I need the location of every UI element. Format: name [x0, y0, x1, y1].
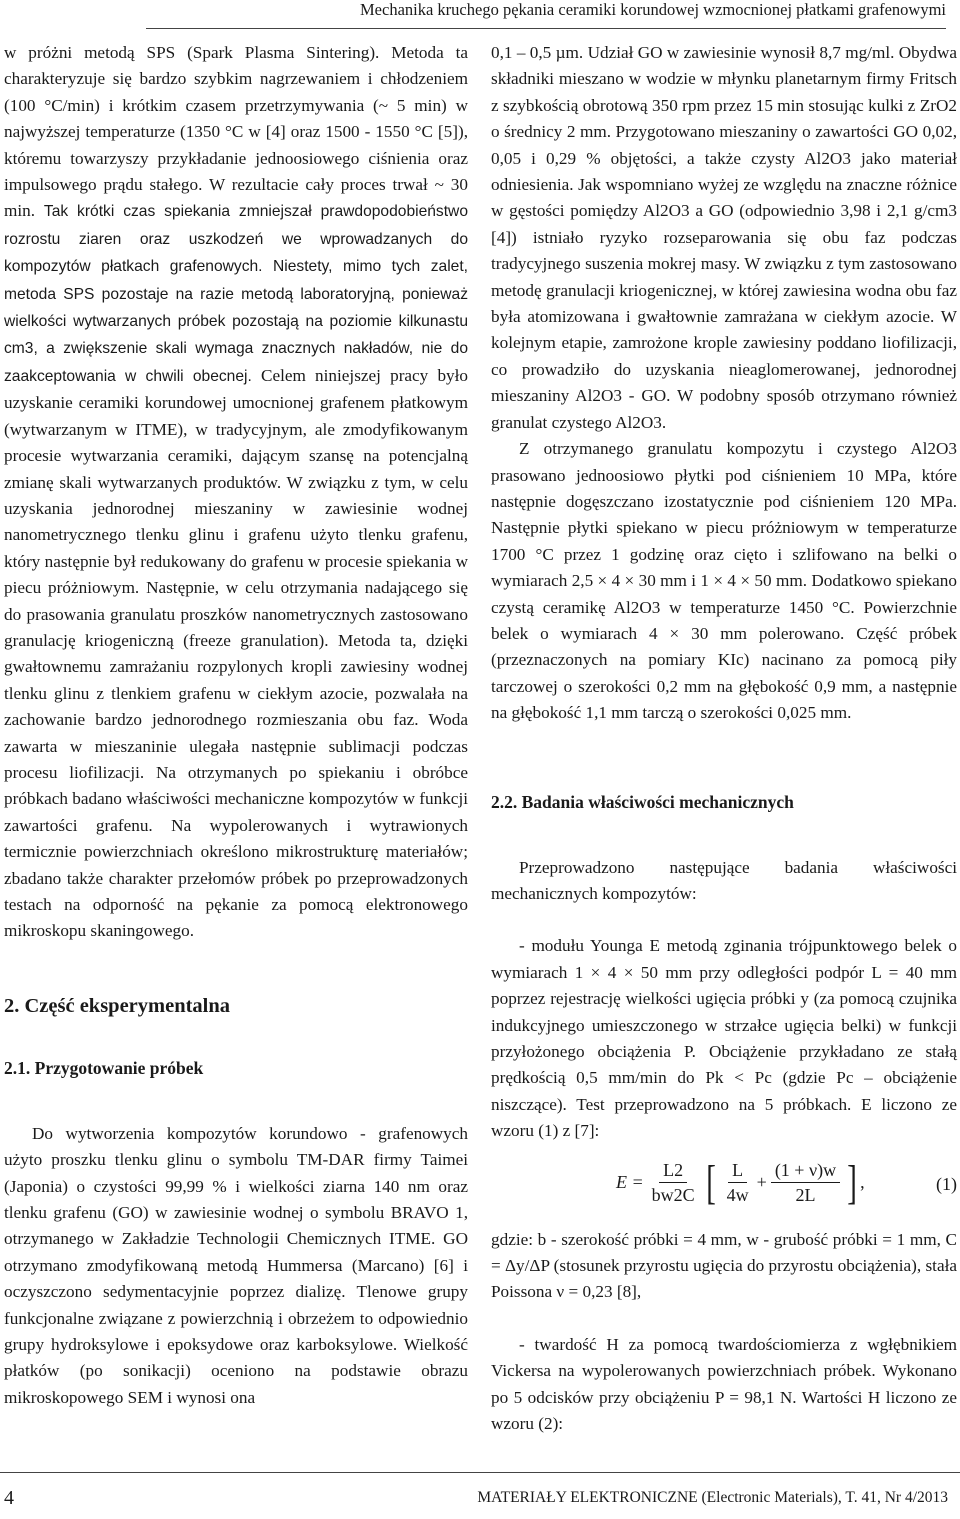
eq-fraction: [648, 1158, 699, 1207]
eq-denominator: 2L: [795, 1185, 816, 1206]
spacer: [491, 907, 957, 933]
paragraph: 0,1 – 0,5 µm. Udział GO w zawiesinie wynosił 8,7 mg/ml. Obydwa składniki mieszano w wodzie w młynku planetarnym firmy Fritsch z szybkością obrotową 350 rpm przez 15 min stosując kulki z ZrO2 o średnicy 2 mm. Przygotowano mieszaniny o zawartości GO 0,02, 0,05 i 0,29 % objętości, a także czysty Al2O3 jako materiał odniesienia. Jak wspomniano wyżej ze względu na znaczne różnice w gęstości pomiędzy Al2O3 a GO (odpowiednio 3,98 i 2,1 g/cm3 [4]) istniało ryzyko rozseparowania się obu faz podczas tradycyjnego suszenia mokrej masy. W związku z tym zastosowano metodę granulacji kriogenicznej, w której zawiesina wodna obu faz była atomizowana i gwałtownie zamrażana w ciekłym azocie. W kolejnym etapie, zamrożone krople zawiesiny poddano liofilizacji, co prowadziło do uzyskania nieaglomerowanej, jednorodnej mieszaniny Al2O3 - GO. W podobny sposób otrzymano również granulat czystego Al2O3.: [491, 43, 957, 432]
eq-fraction: [771, 1158, 840, 1207]
eq-numerator: L: [728, 1158, 747, 1183]
eq-lhs: E =: [616, 1172, 644, 1193]
paragraph: [4, 40, 468, 945]
journal-citation: MATERIAŁY ELEKTRONICZNE (Electronic Materials), T. 41, Nr 4/2013: [477, 1489, 948, 1506]
running-head: Mechanika kruchego pękania ceramiki korundowej wzmocnionej płatkami grafenowymi: [146, 0, 946, 29]
paragraph: - modułu Younga E metodą zginania trójpunktowego belek o wymiarach 1 × 4 × 50 mm przy odległości podpór L = 40 mm poprzez rejestrację wielkości ugięcia próbki y (za pomocą czujnika indukcyjnego umieszczonego w strzałce ugięcia belki) w funkcji przyłożonego obciążenia P. Obciążenie przykładano ze stałą prędkością 0,5 mm/min do Pk < Pc (gdzie Pc – obciążenie niszczące). Test przeprowadzono na 5 próbkach. E liczono ze wzoru (1) z [7]:: [491, 936, 957, 1141]
text-span: w próżni metodą SPS (Spark Plasma Sintering). Metoda ta charakteryzuje się bardzo szybkim nagrzewaniem i chłodzeniem (100 °C/min) i krótkim czasem przetrzymywania (~ 5 min) w najwyższej temperaturze (1350 °C w [4] oraz 1500 - 1550 °C [5]), któremu towarzyszy przykładanie jednoosiowego ciśnienia oraz impulsowego prądu stałego. W rezultacie cały proces trwał ~ 30 min.: [4, 43, 468, 221]
text-span: Celem niniejszej pracy było uzyskanie ceramiki korundowej umocnionej grafenem płatkowym (wytwarzanym w ITME), w tradycyjnym, ale zmodyfikowanym procesie wytwarzania ceramiki, dającym szansę na potencjalną zmianę skali wytwarzanych produktów. W związku z tym, w celu uzyskania jednorodnej mieszaniny w zawiesinie wodnej nanometrycznego tlenku glinu i grafenu użyto tlenku grafenu, który następnie był redukowany do grafenu w procesie spiekania w piecu próżniowym. Następnie, w celu otrzymania nadającego się do prasowania granulatu proszków nanometrycznych zastosowano granulację kriogeniczną (freeze granulation). Metoda ta, dzięki gwałtownemu zamrażaniu rozpylonych kropli zawiesiny wodnej tlenku glinu z tlenkiem grafenu w ciekłym azocie, pozwalała na zachowanie bardzo jednorodnego rozmieszania obu faz. Woda zawarta w mieszaninie ulegała następnie sublimacji podczas procesu liofilizacji. Na otrzymanych po spiekaniu i obróbce próbkach badano właściwości mechaniczne kompozytów w funkcji zawartości grafenu. Na wypolerowanych i wytrawionych termicznie powierzchniach określono mikrostrukturę materiałów; zbadano także charakter przełomów próbek po przeprowadzonych testach na odporność na pękanie za pomocą elektronowego mikroskopu skaningowego.: [4, 365, 469, 941]
eq-denominator: 4w: [726, 1185, 749, 1206]
eq-numerator: L2: [659, 1158, 687, 1183]
eq-fraction: [723, 1158, 753, 1207]
eq-plus: +: [756, 1172, 767, 1193]
paragraph: Do wytworzenia kompozytów korundowo - grafenowych użyto proszku tlenku glinu o symbolu TM-DAR firmy Taimei (Japonia) o czystości 99,99 % i wielkości ziarna 140 nm oraz tlenku grafenu (GO) w zawiesinie wodnej o symbolu BRAVO 1, otrzymanego w Zakładzie Technologii Chemicznych ITME. GO otrzymano zmodyfikowaną metodą Hummersa (Marcano) [6] i oczyszczono sedymentacyjnie poprzez dializę. Tlenowe grupy funkcjonalne związane z powierzchnią i obrzeżem to odpowiednio grupy hydroksylowe i epoksydowe oraz karboksylowe. Wielkość płatków (po sonikacji) oceniono na podstawie obrazu mikroskopowego SEM i wynosi ona: [4, 1123, 468, 1407]
paragraph: gdzie: b - szerokość próbki = 4 mm, w - grubość próbki = 1 mm, C = Δy/ΔP (stosunek przyrostu ugięcia do przyrostu obciążenia), stała Poissona ν = 0,23 [8],: [491, 1229, 957, 1302]
page-number: 4: [4, 1487, 14, 1509]
paragraph: Z otrzymanego granulatu kompozytu i czystego Al2O3 prasowano jednoosiowo płytki pod ciśnieniem 10 MPa, które następnie dogęszczano izostatycznie pod ciśnieniem 120 MPa. Następnie płytki spiekano w piecu próżniowym w temperaturze 1700 °C przez 1 godzinę oraz cięto i szlifowano na belki o wymiarach 2,5 × 4 × 30 mm i 1 × 4 × 50 mm. Dodatkowo spiekano czystą ceramikę Al2O3 w temperaturze 1450 °C. Powierzchnie belek o wymiarach 4 × 30 mm polerowano. Część próbek (przeznaczonych na pomiary KIc) nacinano za pomocą piły tarczowej o szerokości 0,2 mm na głębokość 0,9 mm, a następnie na głębokość 1,1 mm tarczą o szerokości 0,025 mm.: [491, 439, 957, 723]
text-span-sans: Tak krótki czas spiekania zmniejszał prawdopodobieństwo rozrostu ziaren oraz uszkodzeń we wprowadzanych do kompozytów płatkach grafenowych. Niestety, mimo tych zalet, metoda SPS pozostaje na razie metodą laboratoryjną, ponieważ wielkości wytwarzanych próbek pozostają na poziomie kilkunastu cm3, a zwiększenie skali wymaga znacznych nakładów, nie do zaakceptowania w chwili obecnej.: [4, 203, 468, 385]
section-heading: 2. Część eksperymentalna: [4, 994, 231, 1017]
left-column: [4, 40, 468, 1411]
paragraph: - twardość H za pomocą twardościomierza z wgłębnikiem Vickersa na wypolerowanych powierzchniach próbek. Wykonano po 5 odcisków przy obciążeniu P = 98,1 N. Wartości H liczono ze wzoru (2):: [491, 1334, 957, 1434]
equation-number: (1): [936, 1173, 957, 1194]
bracket-open-icon: [: [705, 1155, 716, 1209]
bracket-close-icon: ]: [847, 1155, 857, 1209]
paragraph: Przeprowadzono następujące badania właściwości mechanicznych kompozytów:: [491, 857, 957, 903]
subsection-heading: 2.2. Badania właściwości mechanicznych: [491, 791, 794, 812]
right-column: [491, 40, 957, 1437]
eq-numerator: (1 + ν)w: [771, 1158, 840, 1183]
page-footer: [0, 1472, 960, 1519]
equation-1: [491, 1153, 957, 1215]
eq-comma: ,: [860, 1172, 865, 1193]
subsection-heading: 2.1. Przygotowanie próbek: [4, 1057, 204, 1078]
spacer: [491, 1306, 957, 1332]
equation-body: [616, 1153, 865, 1213]
eq-denominator: bw2C: [651, 1185, 695, 1206]
